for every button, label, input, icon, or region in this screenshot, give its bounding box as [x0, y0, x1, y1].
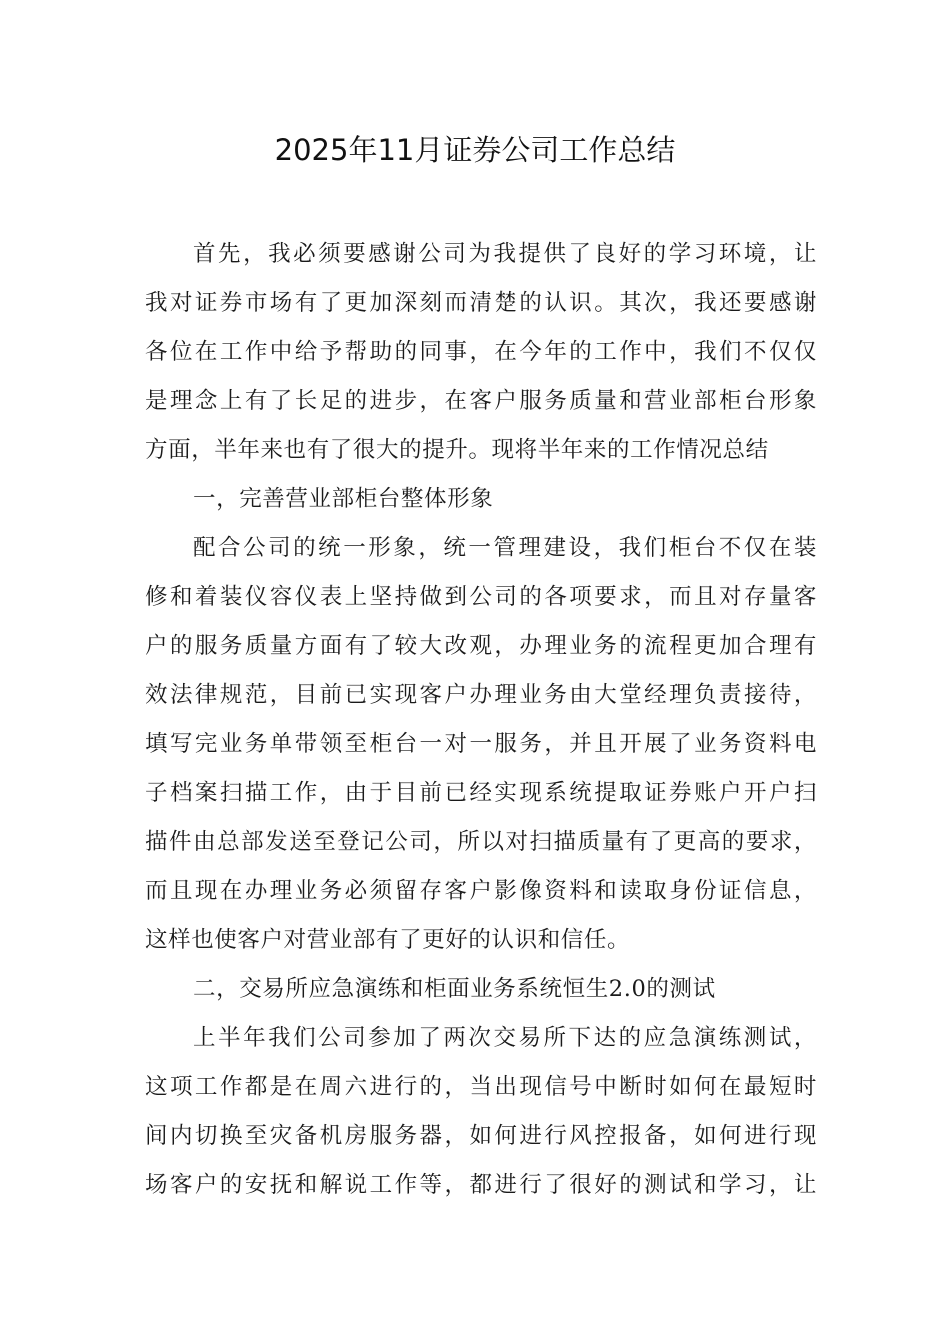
paragraph-line: 效法律规范，目前已实现客户办理业务由大堂经理负责接待，: [145, 682, 817, 708]
paragraph-line: 修和着装仪容仪表上坚持做到公司的各项要求，而且对存量客: [145, 584, 817, 610]
paragraph-line: 描件由总部发送至登记公司，所以对扫描质量有了更高的要求，: [145, 829, 817, 855]
paragraph-line: 户的服务质量方面有了较大改观，办理业务的流程更加合理有: [145, 633, 817, 659]
paragraph-line: 首先，我必须要感谢公司为我提供了良好的学习环境，让: [193, 241, 817, 267]
paragraph-line: 填写完业务单带领至柜台一对一服务，并且开展了业务资料电: [145, 731, 817, 757]
paragraph-line: 方面，半年来也有了很大的提升。现将半年来的工作情况总结: [145, 437, 769, 463]
paragraph-line: 我对证券市场有了更加深刻而清楚的认识。其次，我还要感谢: [145, 290, 817, 316]
paragraph-line: 这项工作都是在周六进行的，当出现信号中断时如何在最短时: [145, 1074, 817, 1100]
document-body: [145, 230, 817, 1210]
paragraph-line: 场客户的安抚和解说工作等，都进行了很好的测试和学习，让: [145, 1172, 817, 1198]
paragraph-line: 各位在工作中给予帮助的同事，在今年的工作中，我们不仅仅: [145, 339, 817, 365]
paragraph-line: 子档案扫描工作，由于目前已经实现系统提取证券账户开户扫: [145, 780, 817, 806]
paragraph-line: 这样也使客户对营业部有了更好的认识和信任。: [145, 927, 631, 953]
document-title: 2025年11月证券公司工作总结: [274, 133, 676, 167]
section-heading: 二，交易所应急演练和柜面业务系统恒生2.0的测试: [193, 976, 716, 1002]
paragraph-line: 间内切换至灾备机房服务器，如何进行风控报备，如何进行现: [145, 1123, 817, 1149]
paragraph-line: 而且现在办理业务必须留存客户影像资料和读取身份证信息，: [145, 878, 817, 904]
paragraph-line: 配合公司的统一形象，统一管理建设，我们柜台不仅在装: [193, 535, 817, 561]
section-heading: 一，完善营业部柜台整体形象: [193, 486, 494, 512]
paragraph-line: 是理念上有了长足的进步，在客户服务质量和营业部柜台形象: [145, 388, 817, 414]
paragraph-line: 上半年我们公司参加了两次交易所下达的应急演练测试，: [193, 1025, 817, 1051]
